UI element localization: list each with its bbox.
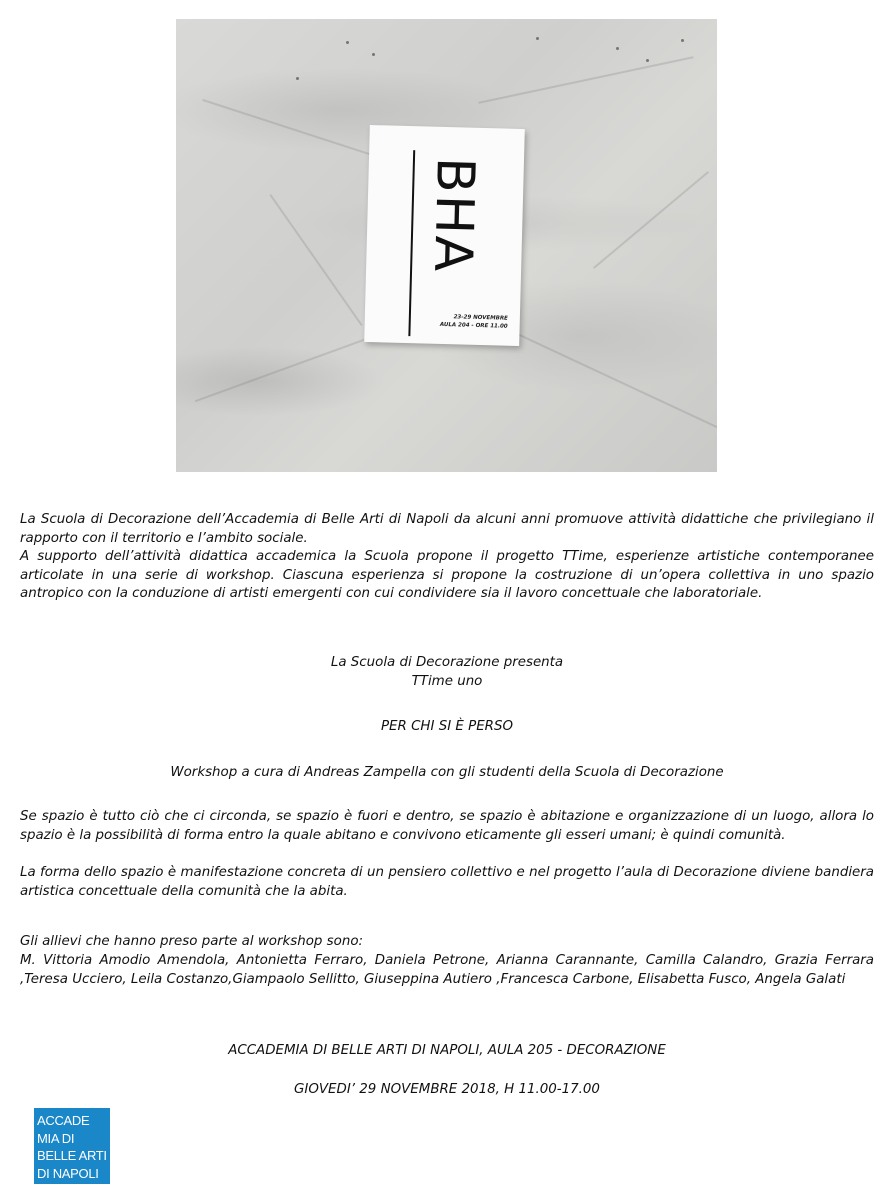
description-paragraph-2: La forma dello spazio è manifestazione concreta di un pensiero collettivo e nel progetto l’aula di Decorazione diviene bandiera artistica concettuale della comunità che la abita. [20, 865, 874, 899]
booklet-photo [176, 19, 717, 472]
booklet-date-block [440, 314, 508, 331]
event-date: GIOVEDI’ 29 NOVEMBRE 2018, H 11.00-17.00 [294, 1082, 600, 1097]
booklet-room: AULA 204 - ORE 11.00 [439, 321, 508, 330]
booklet-title: BHA [422, 156, 486, 275]
academy-logo [34, 1108, 110, 1184]
logo-line-1: ACCADE [37, 1113, 90, 1128]
booklet-date: 23-29 NOVEMBRE [453, 314, 508, 322]
description-paragraph-1: Se spazio è tutto ciò che ci circonda, se spazio è fuori e dentro, se spazio è abitazione e organizzazione di un luogo, allora lo spazio è la possibilità di forma entro la quale abitano e convivono eticamente gli esseri umani; è quindi comunità. [20, 809, 874, 843]
logo-line-4: DI NAPOLI [37, 1165, 99, 1181]
venue: ACCADEMIA DI BELLE ARTI DI NAPOLI, AULA 205 - DECORAZIONE [228, 1043, 666, 1058]
participants-heading: Gli allievi che hanno preso parte al workshop sono: [20, 934, 364, 949]
logo-line-2: MIA DI [37, 1130, 75, 1146]
presents-line-2: TTime uno [411, 674, 483, 689]
booklet-bar [408, 150, 415, 336]
booklet [364, 125, 525, 346]
workshop-line: Workshop a cura di Andreas Zampella con gli studenti della Scuola di Decorazione [170, 765, 724, 780]
intro-paragraph-1: La Scuola di Decorazione dell’Accademia di Belle Arti di Napoli da alcuni anni promuove attività didattiche che privilegiano il rapporto con il territorio e l’ambito sociale. [20, 512, 874, 546]
intro-paragraph-2: A supporto dell’attività didattica accademica la Scuola propone il progetto TTime, esperienze artistiche contemporanee articolate in una serie di workshop. Ciascuna esperienza si propone la costruzione di un’opera collettiva in uno spazio antropico con la conduzione di artisti emergenti con cui condividere sia il lavoro concettuale che laboratoriale. [20, 549, 874, 601]
participants-names: M. Vittoria Amodio Amendola, Antonietta Ferraro, Daniela Petrone, Arianna Carannante, Camilla Calandro, Grazia Ferrara ,Teresa Ucciero, Leila Costanzo,Giampaolo Sellitto, Giuseppina Autiero ,Francesca Carbone, Elisabetta Fusco, Angela Galati [20, 953, 874, 987]
logo-line-3: BELLE ARTI [37, 1148, 107, 1163]
presents-line-1: La Scuola di Decorazione presenta [330, 655, 564, 670]
event-title: PER CHI SI È PERSO [380, 719, 514, 734]
